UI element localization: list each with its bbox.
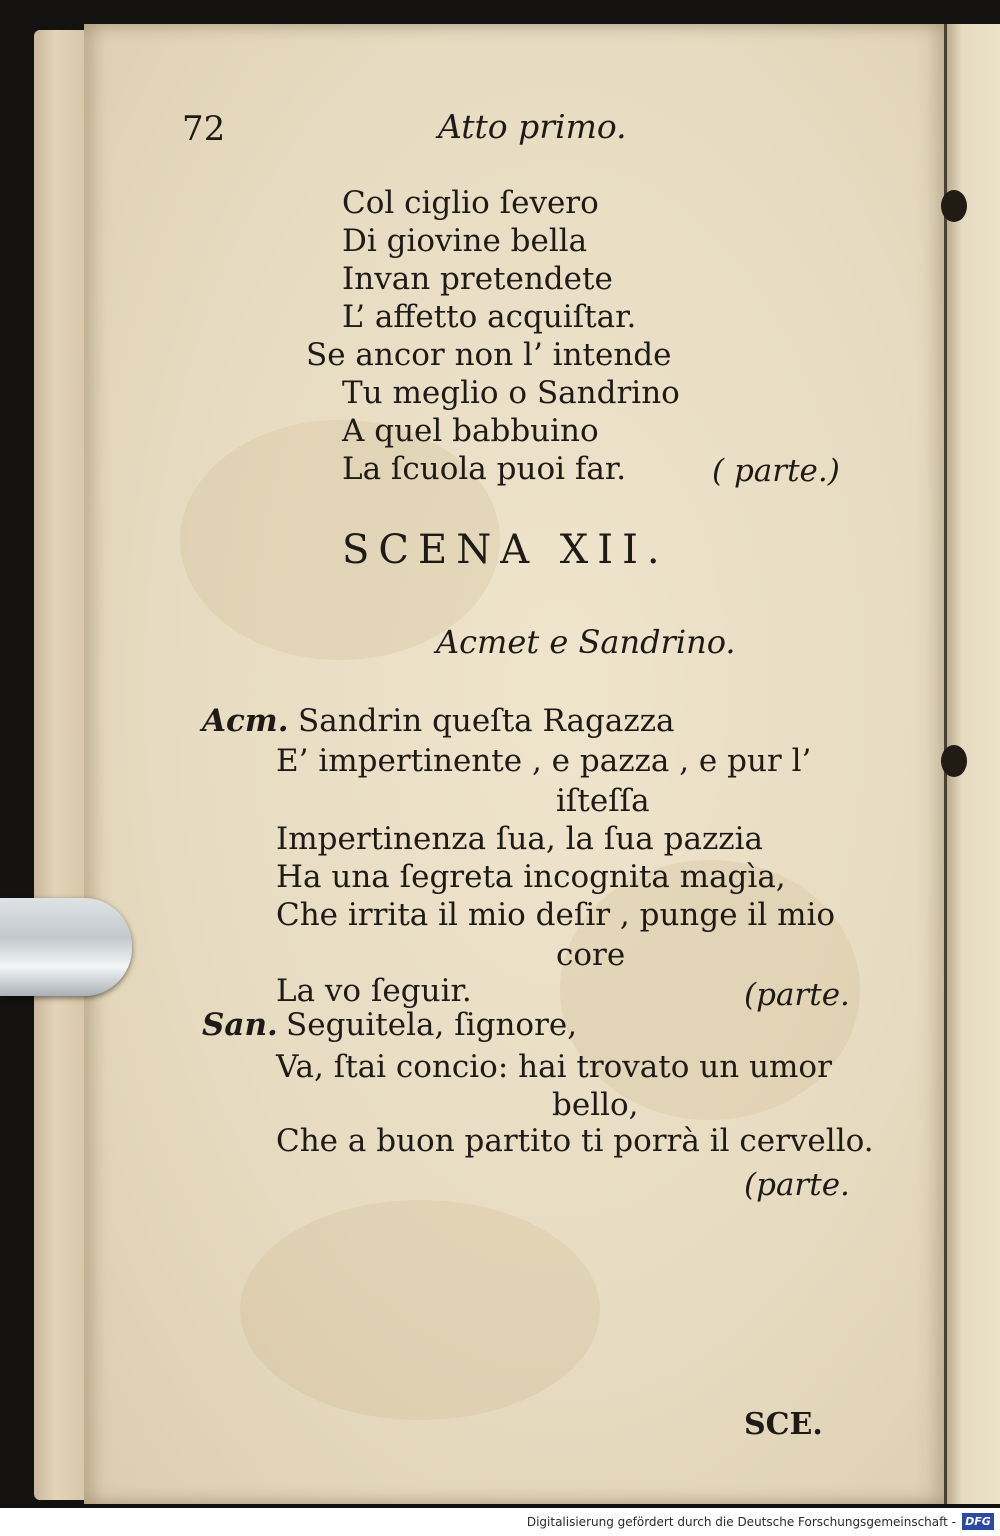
running-head: Atto primo.	[438, 107, 627, 146]
speaker-label: Acm.	[202, 703, 289, 739]
sewing-hole	[941, 745, 967, 777]
dialogue-line: La vo ſeguir.	[276, 973, 472, 1009]
aria-line: Col ciglio ſevero	[342, 185, 599, 221]
digitization-footer	[0, 1508, 1000, 1536]
page-number: 72	[182, 109, 226, 149]
paper-stain	[240, 1200, 600, 1420]
speaker-label: San.	[202, 1007, 278, 1043]
aria-line: Di giovine bella	[342, 223, 588, 259]
scene-title: SCENA XII.	[342, 527, 669, 573]
catchword: SCE.	[744, 1407, 823, 1442]
dialogue-line: core	[556, 937, 626, 973]
funding-credit: Digitalisierung gefördert durch die Deutsche Forschungsgemeinschaft -	[526, 1515, 956, 1529]
dfg-logo: DFG	[962, 1513, 994, 1530]
aria-line: Se ancor non l’ intende	[306, 337, 672, 373]
aria-line: La ſcuola puoi far.	[342, 451, 627, 487]
dialogue-line: E’ impertinente , e pazza , e pur l’	[276, 743, 812, 779]
stage-direction: (parte.	[744, 977, 850, 1013]
scene-characters: Acmet e Sandrino.	[436, 623, 736, 661]
aria-line: A quel babbuino	[342, 413, 599, 449]
aria-line: L’ affetto acquiſtar.	[342, 299, 637, 335]
dialogue-line: bello,	[552, 1087, 639, 1123]
dialogue-line: Seguitela, ſignore,	[286, 1007, 578, 1043]
stage-direction: ( parte.)	[712, 453, 840, 489]
sewing-hole	[941, 190, 967, 222]
dialogue-line: Che irrita il mio deſir , punge il mio	[276, 897, 836, 933]
aria-line: Invan pretendete	[342, 261, 613, 297]
aria-line: Tu meglio o Sandrino	[342, 375, 680, 411]
dialogue-line: iſteſſa	[556, 783, 650, 819]
dialogue-line: Impertinenza ſua, la ſua pazzia	[276, 821, 764, 857]
dialogue-line: Ha una ſegreta incognita magìa,	[276, 859, 786, 895]
dialogue-line: Che a buon partito ti porrà il cervello.	[276, 1123, 874, 1159]
page-edges	[34, 30, 88, 1500]
dialogue-line: Sandrin queſta Ragazza	[298, 703, 675, 739]
stage-direction: (parte.	[744, 1167, 850, 1203]
page-clip	[0, 898, 132, 996]
dialogue-line: Va, ſtai concio: hai trovato un umor	[276, 1049, 832, 1085]
